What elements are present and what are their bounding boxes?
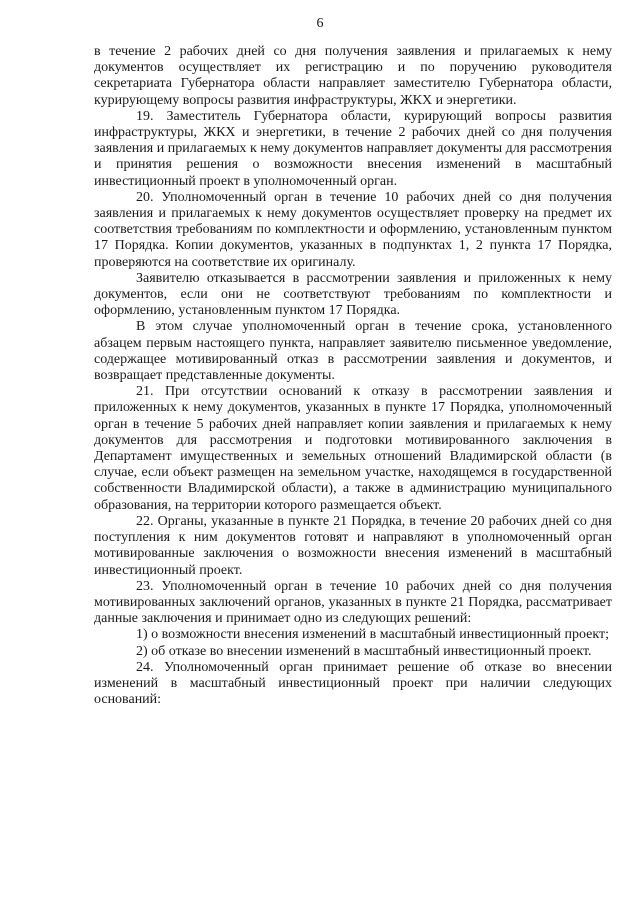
paragraph-24: 24. Уполномоченный орган принимает решение об отказе во внесении изменений в масштабный инвестиционный проект при наличии следующих оснований:: [94, 659, 612, 708]
paragraph-23-item-2: 2) об отказе во внесении изменений в масштабный инвестиционный проект.: [136, 643, 592, 659]
paragraph-20: 20. Уполномоченный орган в течение 10 рабочих дней со дня получения заявления и прилагаемых к нему документов осуществляет проверку на предмет их соответствия требованиям по комплектности и оформлению, установленным пунктом 17 Порядка. Копии документов, указанных в подпунктах 1, 2 пункта 17 Порядка, проверяются на соответствие их оригиналу.: [94, 189, 612, 270]
paragraph-23: 23. Уполномоченный орган в течение 10 рабочих дней со дня получения мотивированных заключений органов, указанных в пункте 21 Порядка, рассматривает данные заключения и принимает одно из следующих решений:: [94, 578, 612, 627]
paragraph-20-refusal: Заявителю отказывается в рассмотрении заявления и приложенных к нему документов, если они не соответствуют требованиям по комплектности и оформлению, установленным пунктом 17 Порядка.: [94, 270, 612, 319]
paragraph-19: 19. Заместитель Губернатора области, курирующий вопросы развития инфраструктуры, ЖКХ и энергетики, в течение 2 рабочих дней со дня получения заявления и прилагаемых к нему документов направляет документы для рассмотрения и принятия решения о возможности внесения изменений в масштабный инвестиционный проект в уполномоченный орган.: [94, 108, 612, 189]
paragraph-continuation: в течение 2 рабочих дней со дня получения заявления и прилагаемых к нему документов осуществляет их регистрацию и по поручению руководителя секретариата Губернатора области направляет заместителю Губернатора области, курирующему вопросы развития инфраструктуры, ЖКХ и энергетики.: [94, 44, 612, 108]
paragraph-20-case: В этом случае уполномоченный орган в течение срока, установленного абзацем первым настоящего пункта, направляет заявителю письменное уведомление, содержащее мотивированный отказ в рассмотрении заявления и документов, и возвращает представленные документы.: [94, 319, 612, 384]
paragraph-23-item-1: 1) о возможности внесения изменений в масштабный инвестиционный проект;: [136, 627, 609, 643]
paragraph-22: 22. Органы, указанные в пункте 21 Порядка, в течение 20 рабочих дней со дня поступления к ним документов готовят и направляют в уполномоченный орган мотивированные заключения о возможности внесения изменений в масштабный инвестиционный проект.: [94, 513, 612, 578]
paragraph-21: 21. При отсутствии оснований к отказу в рассмотрении заявления и приложенных к нему документов, указанных в пункте 17 Порядка, уполномоченный орган в течение 5 рабочих дней направляет копии заявления и прилагаемых к нему документов для рассмотрения и подготовки мотивированного заключения в Департамент имущественных и земельных отношений Владимирской области (в случае, если объект размещен на земельном участке, находящемся в государственной собственности Владимирской области), а также в администрацию муниципального образования, на территории которого размещается объект.: [94, 384, 612, 513]
page-number: 6: [316, 16, 324, 31]
document-body: [94, 44, 612, 708]
